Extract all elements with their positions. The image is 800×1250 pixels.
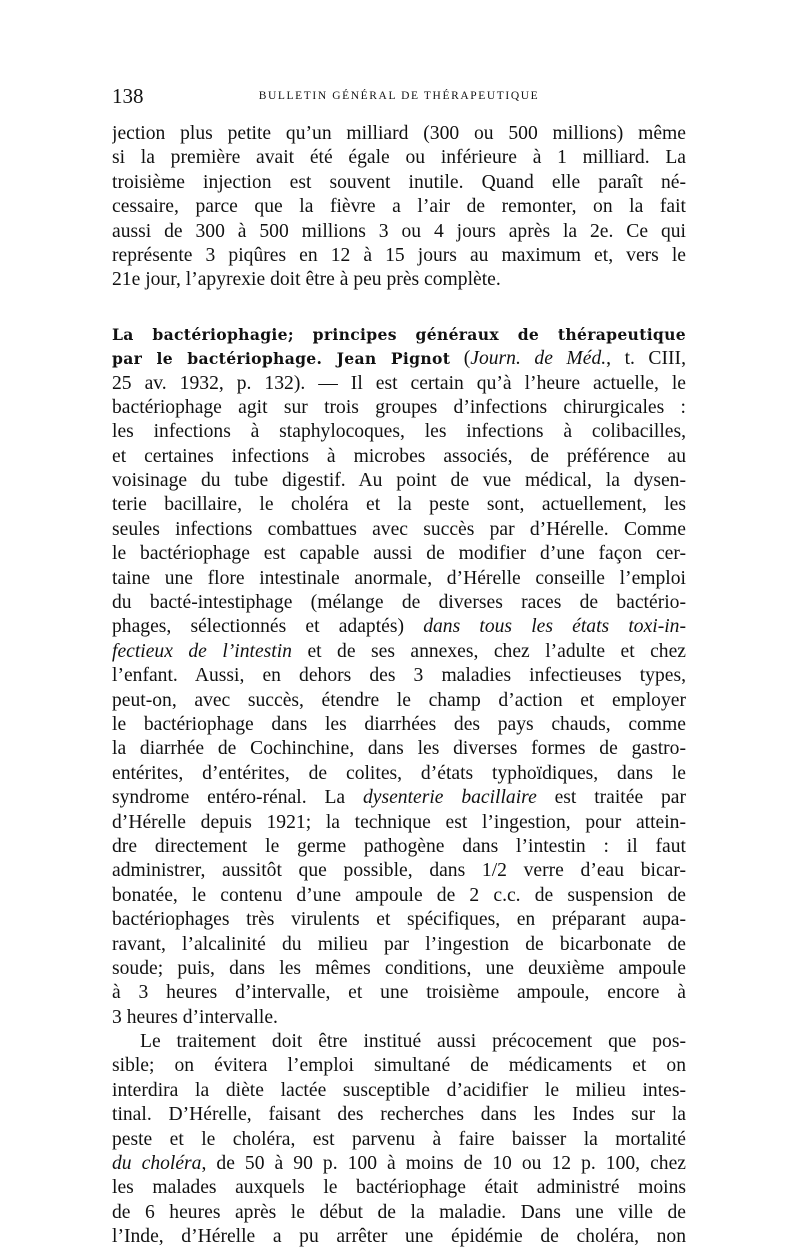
text-line: à 3 heures d’intervalle, et une troisième ampoule, encore à [112,982,686,1004]
text-line: bactériophages très virulents et spécifiques, en préparant aupa- [112,909,686,931]
text-line: 25 av. 1932, p. 132). — Il est certain qu’à l’heure actuelle, le [112,372,686,394]
reference-paren: ( [463,348,471,370]
text-line: terie bacillaire, le choléra et la peste sont, actuellement, les [112,494,686,516]
text-line [112,1152,686,1176]
text-line: cessaire, parce que la fièvre a l’air de remonter, on la fait [112,196,686,218]
text-segment: , de 50 à 90 p. 100 à moins de 10 ou 12 p. 100, chez [201,1153,686,1175]
text-line: 3 heures d’intervalle. [112,1006,278,1028]
text-line: voisinage du tube digestif. Au point de vue médical, la dysen- [112,470,686,492]
text-line: les malades auxquels le bactériophage était administré moins [112,1177,686,1199]
journal-name: Journ. de Méd. [470,348,607,370]
text-line: de 6 heures après le début de la maladie. Dans une ville de [112,1201,686,1223]
paragraph [112,1030,686,1250]
paragraph-continuation [112,122,686,293]
text-line: interdira la diète lactée susceptible d’acidifier le milieu intes- [112,1079,686,1101]
text-line: entérites, d’entérites, de colites, d’états typhoïdiques, dans le [112,762,686,784]
text-segment: phages, sélectionnés et adaptés) [112,616,424,638]
text-line: si la première avait été égale ou inférieure à 1 milliard. La [112,147,686,169]
text-line: les infections à staphylocoques, les infections à colibacilles, [112,421,686,443]
page-number: 138 [112,84,144,108]
paragraph-gap [112,293,686,323]
text-line: tinal. D’Hérelle, faisant des recherches dans les Indes sur la [112,1104,686,1126]
italic-segment: dysenterie bacillaire [362,787,537,809]
text-line: le bactériophage dans les diarrhées des pays chauds, comme [112,713,686,735]
text-line: l’Inde, d’Hérelle a pu arrêter une épidémie de choléra, non [112,1226,686,1248]
text-line: aussi de 300 à 500 millions 3 ou 4 jours après la 2e. Ce qui [112,220,686,242]
text-segment: syndrome entéro-rénal. La [112,787,363,809]
text-line [112,786,686,810]
text-line: jection plus petite qu’un milliard (300 ou 500 millions) même [112,123,686,144]
article-title-author: par le bactériophage. Jean Pignot [112,349,451,369]
text-line [112,615,686,639]
text-line: ravant, l’alcalinité du milieu par l’ingestion de bicarbonate de [112,933,686,955]
text-line: bactériophage agit sur trois groupes d’infections chirurgicales : [112,396,686,418]
text-segment: et de ses annexes, chez l’adulte et chez [291,640,686,662]
text-segment: est traitée par [536,787,686,809]
article-title: La bactériophagie; principes généraux de thérapeutique [112,324,686,344]
page-header [112,84,686,108]
text-line: l’enfant. Aussi, en dehors des 3 maladies infectieuses types, [112,665,686,687]
text-line: soude; puis, dans les mêmes conditions, une deuxième ampoule [112,957,686,979]
text-line: 21e jour, l’apyrexie doit être à peu près complète. [112,269,501,291]
text-line: seules infections combattues avec succès par d’Hérelle. Comme [112,518,686,540]
text-line: troisième injection est souvent inutile. Quand elle paraît né- [112,171,686,193]
italic-segment: fectieux de l’intestin [112,640,292,662]
italic-segment: du choléra [112,1153,202,1175]
body-text [112,122,686,1250]
text-line: sible; on évitera l’emploi simultané de médicaments et on [112,1055,686,1077]
text-line: Le traitement doit être institué aussi précocement que pos- [140,1031,686,1053]
text-line: dre directement le germe pathogène dans l’intestin : il faut [112,835,686,857]
italic-segment: dans tous les états toxi-in- [423,616,686,638]
text-line: administrer, aussitôt que possible, dans 1/2 verre d’eau bicar- [112,860,686,882]
text-line: taine une flore intestinale anormale, d’Hérelle conseille l’emploi [112,567,686,589]
running-title: BULLETIN GÉNÉRAL DE THÉRAPEUTIQUE [258,90,540,102]
reference-volume: , t. CIII, [606,348,686,370]
text-line: d’Hérelle depuis 1921; la technique est l’ingestion, pour attein- [112,811,686,833]
text-line: du bacté-intestiphage (mélange de diverses races de bactério- [112,592,686,614]
article-abstract [112,323,686,1030]
article-title-line [112,347,686,371]
text-line: la diarrhée de Cochinchine, dans les diverses formes de gastro- [112,738,686,760]
text-line: peut-on, avec succès, étendre le champ d’action et employer [112,689,686,711]
text-line: et certaines infections à microbes associés, de préférence au [112,445,686,467]
text-line [112,640,686,664]
text-line: bonatée, le contenu d’une ampoule de 2 c.c. de suspension de [112,884,686,906]
text-line: le bactériophage est capable aussi de modifier d’une façon cer- [112,543,686,565]
text-line: peste et le choléra, est parvenu à faire baisser la mortalité [112,1128,686,1150]
text-line: représente 3 piqûres en 12 à 15 jours au maximum et, vers le [112,244,686,266]
